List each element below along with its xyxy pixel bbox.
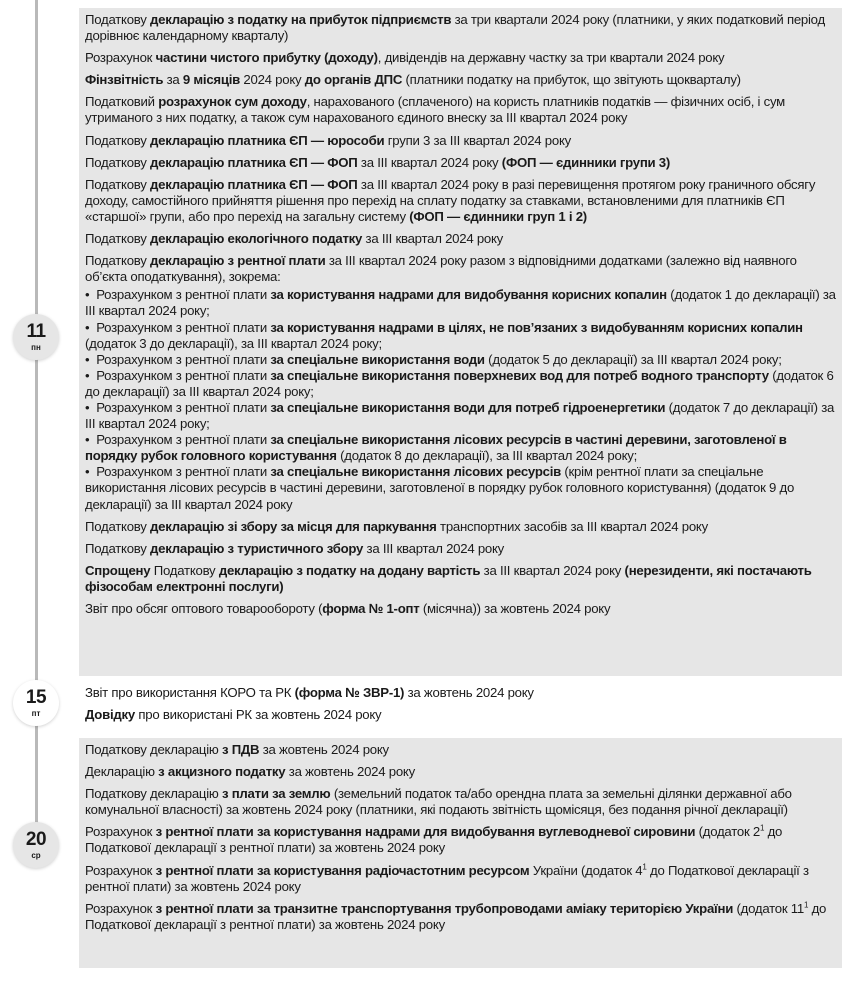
day-number: 15	[25, 686, 47, 708]
bullet-item: • Розрахунком з рентної плати за спеціальне використання лісових ресурсів (крім рентної плати за спеціальне використання лісових ресурсів в частині деревини, заготовленої в порядку рубок головного користування) (додаток 9 до декларації) за III квартал 2024 року	[85, 464, 795, 512]
deadline-entry: Декларацію з акцизного податку за жовтень 2024 року	[85, 764, 415, 780]
bullet-item: • Розрахунком з рентної плати за спеціальне використання поверхневих вод для потреб водного транспорту (додаток 6 до декларації) за III квартал 2024 року;	[85, 367, 834, 399]
day-badge-15	[13, 680, 59, 726]
bullet-icon: •	[85, 287, 97, 303]
weekday: пт	[31, 708, 41, 718]
deadline-entry: Розрахунок з рентної плати за транзитне транспортування трубопроводами аміаку територією України (додаток $11^1$ до Податкової декларації з рентної плати) за жовтень 2024 року	[85, 900, 827, 932]
deadline-entry: Податкову декларацію з ПДВ за жовтень 2024 року	[85, 742, 389, 757]
deadline-entry: Податкову декларацію з податку на прибуток підприємств за три квартали 2024 року (платники, у яких податковий період дорівнює календарному кварталу)	[85, 12, 825, 44]
weekday: ср	[31, 850, 41, 860]
day-badge-20	[13, 822, 59, 868]
bullet-item: • Розрахунком з рентної плати за користування надрами в цілях, не пов’язаних з видобуванням корисних копалин (додаток 3 до декларації), за III квартал 2024 року;	[85, 319, 803, 351]
bullet-item: • Розрахунком з рентної плати за спеціальне використання води (додаток 5 до декларації) за III квартал 2024 року;	[85, 351, 782, 367]
deadline-entry: Податкову декларацію платника ЄП — ФОП за III квартал 2024 року (ФОП — єдинники групи 3)	[85, 154, 671, 170]
deadline-entry: Звіт про використання КОРО та РК (форма № ЗВР-1) за жовтень 2024 року	[85, 685, 534, 700]
bullet-icon: •	[85, 351, 97, 367]
deadline-entry: Податкову декларацію з рентної плати за III квартал 2024 року разом з відповідними додатками (залежно від наявного об’єкта оподаткування), зокрема:	[85, 253, 797, 285]
bullet-icon: •	[85, 464, 97, 480]
day-number: 11	[26, 320, 46, 342]
deadline-entry: Фінзвітність за 9 місяців 2024 року до органів ДПС (платники податку на прибуток, що звітують щокварталу)	[85, 72, 741, 88]
deadline-entry: Податкову декларацію платника ЄП — юрособи групи 3 за III квартал 2024 року	[85, 132, 571, 148]
day-number: 20	[25, 828, 47, 850]
deadline-entry: Податкову декларацію екологічного податку за III квартал 2024 року	[85, 231, 503, 247]
deadline-entry: Податкову декларацію з плати за землю (земельний податок та/або орендна плата за земельні ділянки державної або комунальної власності) за жовтень 2024 року (платники, які подають звітність щомісяця, без подання річної декларації)	[85, 786, 792, 818]
bullet-icon: •	[85, 319, 97, 335]
deadline-entry: Податкову декларацію зі збору за місця для паркування транспортних засобів за III квартал 2024 року	[85, 518, 708, 534]
day-badge-11	[13, 314, 59, 360]
bullet-item: • Розрахунком з рентної плати за користування надрами для видобування корисних копалин (додаток 1 до декларації) за III квартал 2024 року;	[85, 287, 836, 319]
bullet-item: • Розрахунком з рентної плати за спеціальне використання води для потреб гідроенергетики (додаток 7 до декларації) за III квартал 2024 року;	[85, 399, 835, 432]
bullet-icon: •	[85, 367, 97, 383]
deadline-entry: Розрахунок частини чистого прибутку (доходу), дивідендів на державну частку за три квартали 2024 року	[85, 50, 725, 66]
section-day-11	[79, 8, 842, 676]
deadline-entry: Податкову декларацію платника ЄП — ФОП за III квартал 2024 року в разі перевищення протягом року граничного обсягу доходу, самостійного прийняття рішення про перехід на сплату податку за ставками, встановленими для платників ЄП «старшої» групи, або про перехід на загальну систему (ФОП — єдинники груп 1 і 2)	[85, 176, 816, 224]
bullet-item: • Розрахунком з рентної плати за спеціальне використання лісових ресурсів в частині деревини, заготовленої в порядку рубок головного користування (додаток 8 до декларації), за III квартал 2024 року;	[85, 432, 787, 464]
deadline-entry: Довідку про використані РК за жовтень 2024 року	[85, 707, 382, 723]
deadline-entry: Розрахунок з рентної плати за користування радіочастотним ресурсом України (додаток $4^1$ до Податкової декларації з рентної плати) за жовтень 2024 року	[85, 862, 809, 894]
deadline-entry: Спрощену Податкову декларацію з податку на додану вартість за III квартал 2024 року (нерезиденти, які постачають фізособам електронні послуги)	[85, 562, 812, 594]
deadline-entry: Розрахунок з рентної плати за користування надрами для видобування вуглеводневої сировини (додаток $2^1$ до Податкової декларації з рентної плати) за жовтень 2024 року	[85, 823, 783, 856]
section-day-15	[79, 681, 842, 733]
deadline-entry: Податковий розрахунок сум доходу, нарахованого (сплаченого) на користь платників податків — фізичних осіб, і сум утриманого з них податку, а також сум нарахованого єдиного внеску за III квартал 2024 року	[85, 94, 785, 126]
section-day-20	[79, 738, 842, 968]
weekday: пн	[31, 342, 41, 352]
bullet-icon: •	[85, 399, 97, 415]
deadline-entry: Звіт про обсяг оптового товарообороту (форма № 1-опт (місячна)) за жовтень 2024 року	[85, 601, 611, 616]
bullet-icon: •	[85, 432, 97, 448]
deadline-entry: Податкову декларацію з туристичного збору за III квартал 2024 року	[85, 540, 505, 556]
